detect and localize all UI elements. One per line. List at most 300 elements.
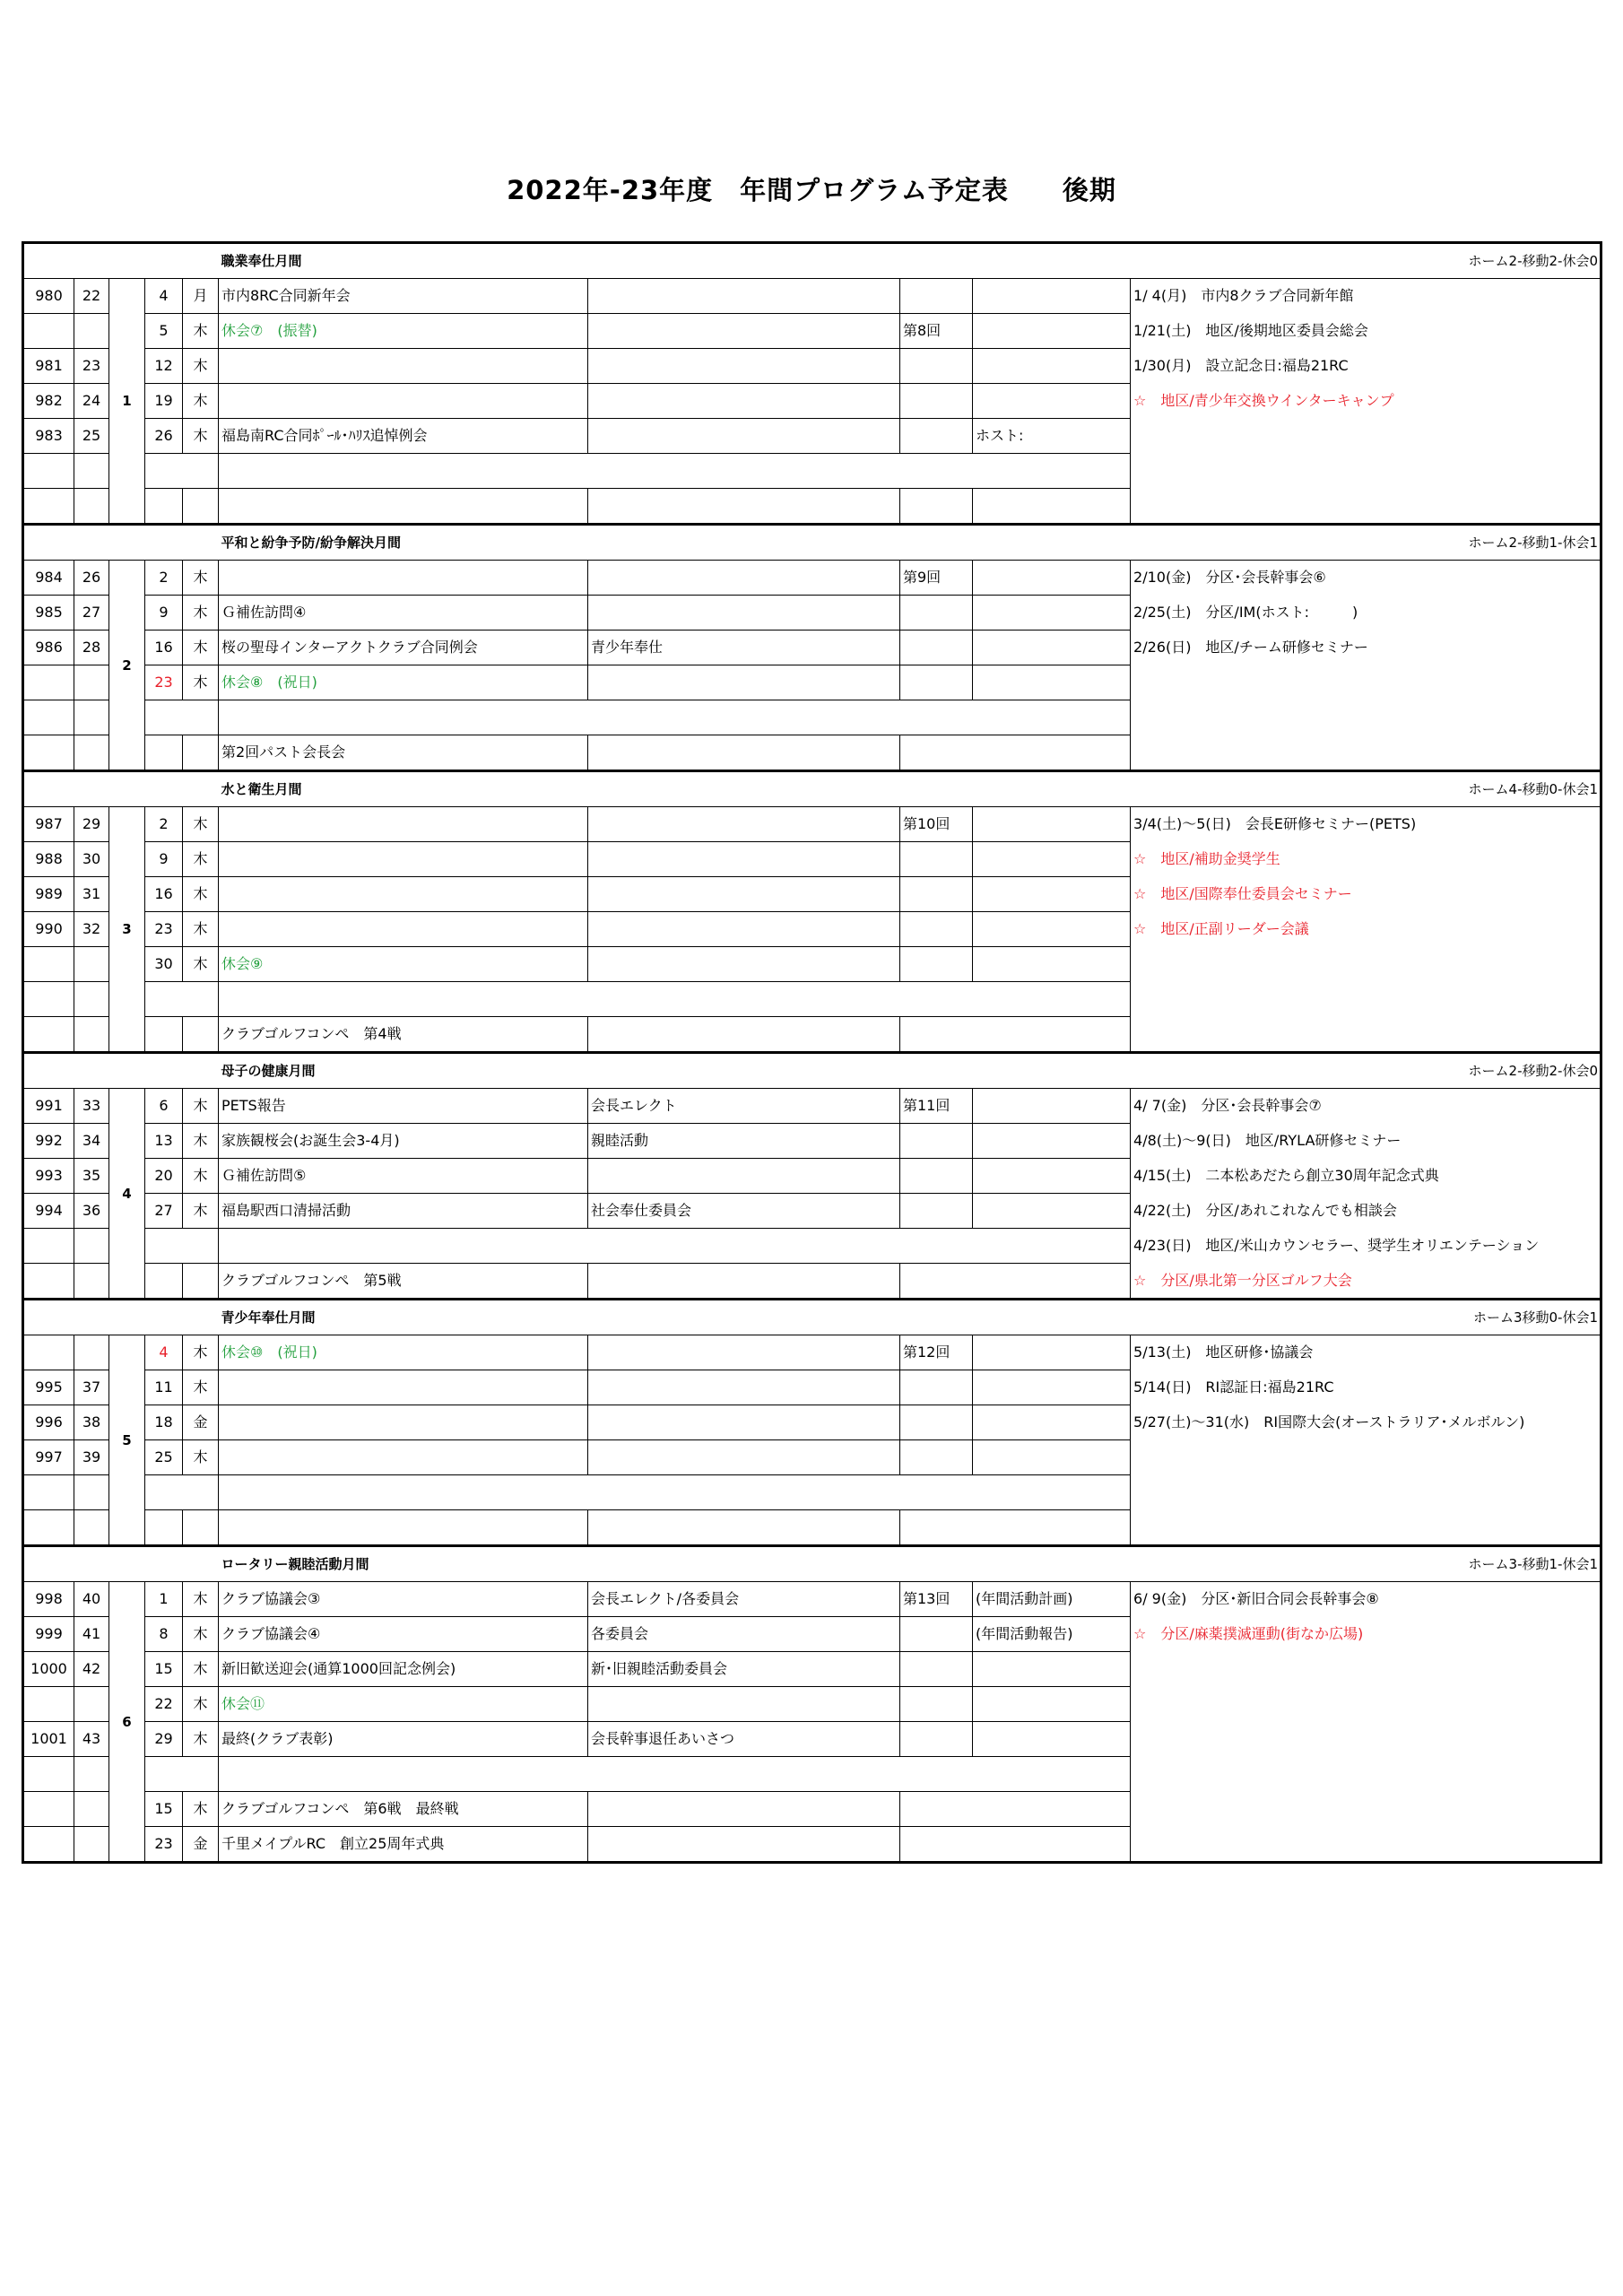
meeting-number: 987 [23, 807, 74, 842]
program-cell [219, 912, 588, 947]
meeting-count: 43 [74, 1722, 109, 1757]
meeting-number: 986 [23, 631, 74, 665]
responsible-cell: 親睦活動 [588, 1124, 900, 1159]
date-cell [145, 1264, 183, 1300]
date-cell: 15 [145, 1792, 183, 1827]
responsible-cell [588, 384, 900, 419]
responsible-cell [588, 1264, 900, 1300]
responsible-cell [588, 596, 900, 631]
program-cell: 福島駅西口清掃活動 [219, 1194, 588, 1229]
meeting-number [23, 1264, 74, 1300]
meeting-number: 985 [23, 596, 74, 631]
meeting-number: 992 [23, 1124, 74, 1159]
month-header-row [23, 1053, 1601, 1089]
table-row [23, 912, 1601, 947]
weekday-cell: 木 [183, 596, 219, 631]
program-cell [219, 842, 588, 877]
meeting-count [74, 1510, 109, 1546]
month-theme: 青少年奉仕月間 [219, 1300, 1131, 1335]
meeting-number: 997 [23, 1440, 74, 1475]
meeting-count: 31 [74, 877, 109, 912]
month-summary: ホーム2-移動2-休会0 [1131, 243, 1601, 279]
date-cell [145, 1017, 183, 1053]
weekday-cell [183, 1017, 219, 1053]
meeting-count [74, 454, 109, 489]
event-cell: ☆ 地区/青少年交換ウインターキャンプ [1131, 384, 1601, 525]
weekday-cell [183, 489, 219, 525]
program-cell [219, 807, 588, 842]
count-cell [900, 665, 973, 700]
extra-merged-cell [900, 1017, 1131, 1053]
meeting-count: 38 [74, 1405, 109, 1440]
meeting-number [23, 489, 74, 525]
responsible-cell [588, 1405, 900, 1440]
note-cell [973, 314, 1131, 349]
responsible-cell: 会長エレクト [588, 1089, 900, 1124]
count-cell [900, 279, 973, 314]
date-cell [145, 735, 183, 771]
responsible-cell [588, 665, 900, 700]
event-cell: ☆ 地区/国際奉仕委員会セミナー [1131, 877, 1601, 912]
responsible-cell [588, 947, 900, 982]
meeting-number: 982 [23, 384, 74, 419]
table-row [23, 314, 1601, 349]
meeting-count: 35 [74, 1159, 109, 1194]
meeting-number [23, 1017, 74, 1053]
month-number: 1 [109, 279, 145, 525]
note-cell [973, 596, 1131, 631]
note-cell [973, 877, 1131, 912]
date-cell: 9 [145, 596, 183, 631]
event-cell: 4/ 7(金) 分区･会長幹事会⑦ [1131, 1089, 1601, 1124]
extra-merged-cell [900, 735, 1131, 771]
note-cell [973, 279, 1131, 314]
month-theme: ロータリー親睦活動月間 [219, 1546, 1131, 1582]
date-cell: 23 [145, 1827, 183, 1863]
weekday-cell: 木 [183, 384, 219, 419]
responsible-cell [588, 735, 900, 771]
count-cell [900, 349, 973, 384]
table-row [23, 842, 1601, 877]
meeting-count: 41 [74, 1617, 109, 1652]
count-cell [900, 1440, 973, 1475]
program-cell: 市内8RC合同新年会 [219, 279, 588, 314]
extra-merged-cell [900, 1827, 1131, 1863]
table-row [23, 1194, 1601, 1229]
responsible-cell [588, 1827, 900, 1863]
meeting-count [74, 489, 109, 525]
program-cell: クラブゴルフコンペ 第6戦 最終戦 [219, 1792, 588, 1827]
program-merged-cell [219, 700, 1131, 735]
note-cell [973, 947, 1131, 982]
note-cell [973, 561, 1131, 596]
empty-date-cell [145, 700, 219, 735]
program-cell [219, 349, 588, 384]
meeting-number [23, 1335, 74, 1370]
header-spacer [23, 525, 219, 561]
date-cell: 23 [145, 912, 183, 947]
event-cell: ☆ 分区/麻薬撲滅運動(街なか広場) [1131, 1617, 1601, 1863]
table-row [23, 1405, 1601, 1440]
program-cell [219, 877, 588, 912]
date-cell: 13 [145, 1124, 183, 1159]
month-number: 4 [109, 1089, 145, 1300]
note-cell [973, 384, 1131, 419]
meeting-number: 995 [23, 1370, 74, 1405]
weekday-cell: 金 [183, 1405, 219, 1440]
program-cell: 第2回パスト会長会 [219, 735, 588, 771]
meeting-count: 28 [74, 631, 109, 665]
weekday-cell: 木 [183, 1370, 219, 1405]
page-title: 2022年-23年度 年間プログラム予定表 後期 [507, 175, 1116, 205]
note-cell [973, 1194, 1131, 1229]
note-cell [973, 349, 1131, 384]
event-cell: 4/23(日) 地区/米山カウンセラー、奨学生オリエンテーション [1131, 1229, 1601, 1264]
header-spacer [23, 771, 219, 807]
note-cell [973, 1440, 1131, 1475]
program-cell: 休会⑦ (振替) [219, 314, 588, 349]
count-cell [900, 877, 973, 912]
note-cell [973, 631, 1131, 665]
date-cell: 27 [145, 1194, 183, 1229]
weekday-cell: 木 [183, 1617, 219, 1652]
month-header-row [23, 1546, 1601, 1582]
program-merged-cell [219, 454, 1131, 489]
table-row [23, 349, 1601, 384]
meeting-number: 1000 [23, 1652, 74, 1687]
header-spacer [23, 1300, 219, 1335]
responsible-cell [588, 279, 900, 314]
note-cell [973, 665, 1131, 700]
event-cell: 2/26(日) 地区/チーム研修セミナー [1131, 631, 1601, 771]
program-cell: 休会⑪ [219, 1687, 588, 1722]
count-cell [900, 596, 973, 631]
date-cell: 4 [145, 279, 183, 314]
meeting-count: 34 [74, 1124, 109, 1159]
weekday-cell: 木 [183, 419, 219, 454]
program-cell [219, 1440, 588, 1475]
event-cell: 4/15(土) 二本松あだたら創立30周年記念式典 [1131, 1159, 1601, 1194]
date-cell: 5 [145, 314, 183, 349]
extra-merged-cell [900, 1264, 1131, 1300]
program-merged-cell [219, 1757, 1131, 1792]
responsible-cell [588, 314, 900, 349]
meeting-count: 30 [74, 842, 109, 877]
weekday-cell: 月 [183, 279, 219, 314]
program-cell: クラブゴルフコンペ 第5戦 [219, 1264, 588, 1300]
meeting-number: 991 [23, 1089, 74, 1124]
month-header-row [23, 771, 1601, 807]
meeting-number [23, 665, 74, 700]
program-cell: 休会⑨ [219, 947, 588, 982]
note-cell [973, 842, 1131, 877]
count-cell [900, 947, 973, 982]
count-cell [900, 1405, 973, 1440]
meeting-count [74, 1264, 109, 1300]
event-cell: 4/8(土)～9(日) 地区/RYLA研修セミナー [1131, 1124, 1601, 1159]
meeting-number: 984 [23, 561, 74, 596]
meeting-number [23, 454, 74, 489]
meeting-number: 996 [23, 1405, 74, 1440]
weekday-cell: 木 [183, 349, 219, 384]
responsible-cell [588, 1159, 900, 1194]
date-cell: 19 [145, 384, 183, 419]
responsible-cell [588, 561, 900, 596]
date-cell: 2 [145, 561, 183, 596]
table-row [23, 1335, 1601, 1370]
program-cell: 福島南RC合同ﾎﾟｰﾙ･ﾊﾘｽ追悼例会 [219, 419, 588, 454]
program-cell: クラブ協議会④ [219, 1617, 588, 1652]
weekday-cell: 木 [183, 1089, 219, 1124]
date-cell: 6 [145, 1089, 183, 1124]
extra-merged-cell [900, 1510, 1131, 1546]
header-spacer [23, 1053, 219, 1089]
table-row [23, 1264, 1601, 1300]
meeting-number [23, 1510, 74, 1546]
note-cell: (年間活動報告) [973, 1617, 1131, 1652]
program-cell: 家族観桜会(お誕生会3-4月) [219, 1124, 588, 1159]
meeting-number: 988 [23, 842, 74, 877]
count-cell [900, 489, 973, 525]
note-cell [973, 807, 1131, 842]
date-cell: 15 [145, 1652, 183, 1687]
responsible-cell [588, 842, 900, 877]
month-header-row [23, 1300, 1601, 1335]
date-cell: 9 [145, 842, 183, 877]
month-summary: ホーム3-移動1-休会1 [1131, 1546, 1601, 1582]
meeting-number: 993 [23, 1159, 74, 1194]
meeting-number: 983 [23, 419, 74, 454]
program-cell [219, 384, 588, 419]
count-cell [900, 1652, 973, 1687]
table-row [23, 1370, 1601, 1405]
meeting-number: 998 [23, 1582, 74, 1617]
weekday-cell: 木 [183, 561, 219, 596]
table-row [23, 596, 1601, 631]
event-cell: 1/21(土) 地区/後期地区委員会総会 [1131, 314, 1601, 349]
program-cell: Ｇ補佐訪問④ [219, 596, 588, 631]
empty-date-cell [145, 1475, 219, 1510]
meeting-number [23, 1792, 74, 1827]
note-cell [973, 1722, 1131, 1757]
weekday-cell: 木 [183, 877, 219, 912]
weekday-cell: 木 [183, 1124, 219, 1159]
responsible-cell [588, 489, 900, 525]
note-cell: ホスト: [973, 419, 1131, 454]
meeting-number [23, 314, 74, 349]
date-cell [145, 1510, 183, 1546]
table-row [23, 807, 1601, 842]
month-number: 2 [109, 561, 145, 771]
program-cell: クラブ協議会③ [219, 1582, 588, 1617]
meeting-count [74, 735, 109, 771]
responsible-cell [588, 1792, 900, 1827]
meeting-count: 25 [74, 419, 109, 454]
count-cell: 第11回 [900, 1089, 973, 1124]
date-cell: 16 [145, 877, 183, 912]
table-row [23, 1229, 1601, 1264]
weekday-cell: 木 [183, 947, 219, 982]
meeting-count [74, 665, 109, 700]
weekday-cell: 木 [183, 1792, 219, 1827]
meeting-count [74, 947, 109, 982]
responsible-cell [588, 1510, 900, 1546]
program-cell [219, 1510, 588, 1546]
note-cell [973, 489, 1131, 525]
count-cell [900, 1370, 973, 1405]
meeting-count: 36 [74, 1194, 109, 1229]
count-cell: 第9回 [900, 561, 973, 596]
event-cell: 5/13(土) 地区研修･協議会 [1131, 1335, 1601, 1370]
empty-date-cell [145, 1229, 219, 1264]
program-merged-cell [219, 1475, 1131, 1510]
responsible-cell: 青少年奉仕 [588, 631, 900, 665]
table-row [23, 1124, 1601, 1159]
event-cell: ☆ 分区/県北第一分区ゴルフ大会 [1131, 1264, 1601, 1300]
meeting-number: 981 [23, 349, 74, 384]
month-summary: ホーム2-移動2-休会0 [1131, 1053, 1601, 1089]
weekday-cell: 木 [183, 1194, 219, 1229]
weekday-cell: 木 [183, 842, 219, 877]
meeting-count [74, 1757, 109, 1792]
meeting-count: 42 [74, 1652, 109, 1687]
responsible-cell [588, 807, 900, 842]
meeting-number: 980 [23, 279, 74, 314]
event-cell: 1/ 4(月) 市内8クラブ合同新年館 [1131, 279, 1601, 314]
weekday-cell: 木 [183, 1440, 219, 1475]
program-cell: 新旧歓送迎会(通算1000回記念例会) [219, 1652, 588, 1687]
meeting-count [74, 314, 109, 349]
program-cell: PETS報告 [219, 1089, 588, 1124]
meeting-count [74, 982, 109, 1017]
program-cell: 最終(クラブ表彰) [219, 1722, 588, 1757]
meeting-count: 22 [74, 279, 109, 314]
responsible-cell: 新･旧親睦活動委員会 [588, 1652, 900, 1687]
date-cell: 1 [145, 1582, 183, 1617]
event-cell: 5/27(土)～31(水) RI国際大会(オーストラリア･メルボルン) [1131, 1405, 1601, 1546]
program-cell: 桜の聖母インターアクトクラブ合同例会 [219, 631, 588, 665]
meeting-number [23, 1757, 74, 1792]
responsible-cell [588, 349, 900, 384]
responsible-cell [588, 1687, 900, 1722]
count-cell [900, 419, 973, 454]
meeting-count: 40 [74, 1582, 109, 1617]
meeting-count: 24 [74, 384, 109, 419]
count-cell [900, 1159, 973, 1194]
month-theme: 平和と紛争予防/紛争解決月間 [219, 525, 1131, 561]
weekday-cell: 木 [183, 807, 219, 842]
table-row [23, 384, 1601, 419]
meeting-count: 29 [74, 807, 109, 842]
date-cell: 30 [145, 947, 183, 982]
event-cell: 3/4(土)～5(日) 会長E研修セミナー(PETS) [1131, 807, 1601, 842]
schedule-table [22, 241, 1602, 1864]
extra-merged-cell [900, 1792, 1131, 1827]
weekday-cell: 木 [183, 1159, 219, 1194]
empty-date-cell [145, 454, 219, 489]
weekday-cell: 木 [183, 1335, 219, 1370]
program-cell [219, 1405, 588, 1440]
date-cell: 20 [145, 1159, 183, 1194]
meeting-count: 33 [74, 1089, 109, 1124]
table-row [23, 1582, 1601, 1617]
program-cell: クラブゴルフコンペ 第4戦 [219, 1017, 588, 1053]
count-cell: 第8回 [900, 314, 973, 349]
meeting-count: 23 [74, 349, 109, 384]
table-row [23, 561, 1601, 596]
month-number: 3 [109, 807, 145, 1053]
note-cell: (年間活動計画) [973, 1582, 1131, 1617]
weekday-cell: 金 [183, 1827, 219, 1863]
date-cell: 4 [145, 1335, 183, 1370]
month-summary: ホーム2-移動1-休会1 [1131, 525, 1601, 561]
date-cell: 25 [145, 1440, 183, 1475]
responsible-cell: 社会奉仕委員会 [588, 1194, 900, 1229]
date-cell: 11 [145, 1370, 183, 1405]
event-cell: ☆ 地区/補助金奨学生 [1131, 842, 1601, 877]
date-cell: 2 [145, 807, 183, 842]
header-spacer [23, 1546, 219, 1582]
event-cell: ☆ 地区/正副リーダー会議 [1131, 912, 1601, 1053]
event-cell: 4/22(土) 分区/あれこれなんでも相談会 [1131, 1194, 1601, 1229]
meeting-count: 39 [74, 1440, 109, 1475]
meeting-number [23, 947, 74, 982]
month-theme: 職業奉仕月間 [219, 243, 1131, 279]
program-cell [219, 1370, 588, 1405]
date-cell: 12 [145, 349, 183, 384]
meeting-number: 990 [23, 912, 74, 947]
table-row [23, 1159, 1601, 1194]
month-header-row [23, 525, 1601, 561]
meeting-count: 37 [74, 1370, 109, 1405]
table-row [23, 631, 1601, 665]
weekday-cell [183, 1510, 219, 1546]
meeting-count [74, 1335, 109, 1370]
weekday-cell: 木 [183, 1687, 219, 1722]
month-number: 6 [109, 1582, 145, 1863]
responsible-cell: 各委員会 [588, 1617, 900, 1652]
program-cell: Ｇ補佐訪問⑤ [219, 1159, 588, 1194]
meeting-number [23, 1827, 74, 1863]
weekday-cell: 木 [183, 1722, 219, 1757]
table-row [23, 1089, 1601, 1124]
weekday-cell: 木 [183, 1582, 219, 1617]
program-merged-cell [219, 1229, 1131, 1264]
responsible-cell [588, 912, 900, 947]
weekday-cell: 木 [183, 912, 219, 947]
month-summary: ホーム4-移動0-休会1 [1131, 771, 1601, 807]
meeting-count [74, 1229, 109, 1264]
program-cell: 千里メイプルRC 創立25周年式典 [219, 1827, 588, 1863]
count-cell: 第13回 [900, 1582, 973, 1617]
count-cell [900, 631, 973, 665]
meeting-number [23, 1229, 74, 1264]
date-cell: 18 [145, 1405, 183, 1440]
header-spacer [23, 243, 219, 279]
meeting-count: 26 [74, 561, 109, 596]
count-cell [900, 1617, 973, 1652]
note-cell [973, 1652, 1131, 1687]
count-cell [900, 1722, 973, 1757]
meeting-count: 32 [74, 912, 109, 947]
table-row [23, 877, 1601, 912]
count-cell [900, 912, 973, 947]
meeting-count [74, 1475, 109, 1510]
weekday-cell: 木 [183, 314, 219, 349]
meeting-number [23, 1475, 74, 1510]
program-merged-cell [219, 982, 1131, 1017]
date-cell: 29 [145, 1722, 183, 1757]
